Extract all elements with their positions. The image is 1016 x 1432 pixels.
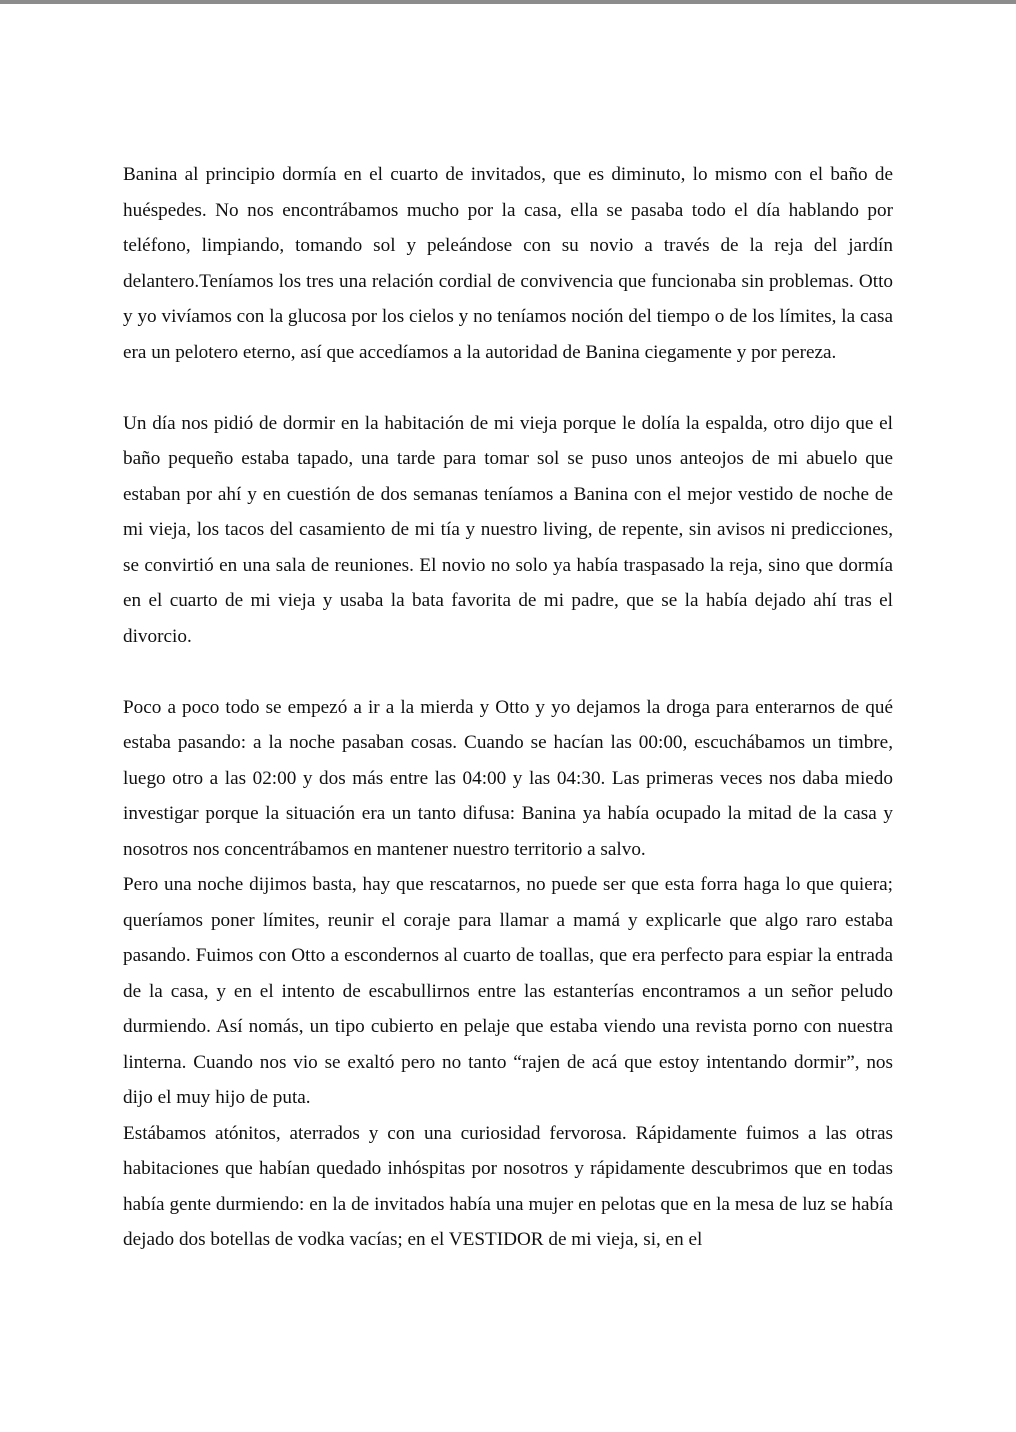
paragraph-5: Estábamos atónitos, aterrados y con una curiosidad fervorosa. Rápidamente fuimos a las otras habitaciones que habían quedado inhóspitas por nosotros y rápidamente descubrimos que en todas había gente durmiendo: en la de invitados había una mujer en pelotas que en la mesa de luz se había dejado dos botellas de vodka vacías; en el VESTIDOR de mi vieja, si, en el xyxy=(123,1122,893,1250)
paragraph-2: Un día nos pidió de dormir en la habitación de mi vieja porque le dolía la espalda, otro dijo que el baño pequeño estaba tapado, una tarde para tomar sol se puso unos anteojos de mi abuelo que estaban por ahí y en cuestión de dos semanas teníamos a Banina con el mejor vestido de noche de mi vieja, los tacos del casamiento de mi tía y nuestro living, de repente, sin avisos ni predicciones, se convirtió en una sala de reuniones. El novio no solo ya había traspasado la reja, sino que dormía en el cuarto de mi vieja y usaba la bata favorita de mi padre, que se la había dejado ahí tras el divorcio. xyxy=(123,412,893,647)
top-border xyxy=(0,0,1016,4)
paragraph-3: Poco a poco todo se empezó a ir a la mierda y Otto y yo dejamos la droga para enterarnos de qué estaba pasando: a la noche pasaban cosas. Cuando se hacían las 00:00, escuchábamos un timbre, luego otro a las 02:00 y dos más entre las 04:00 y las 04:30. Las primeras veces nos daba miedo investigar porque la situación era un tanto difusa: Banina ya había ocupado la mitad de la casa y nosotros nos concentrábamos en mantener nuestro territorio a salvo. xyxy=(123,696,893,860)
paragraph-4: Pero una noche dijimos basta, hay que rescatarnos, no puede ser que esta forra haga lo que quiera; queríamos poner límites, reunir el coraje para llamar a mamá y explicarle que algo raro estaba pasando. Fuimos con Otto a escondernos al cuarto de toallas, que era perfecto para espiar la entrada de la casa, y en el intento de escabullirnos entre las estanterías encontramos a un señor peludo durmiendo. Así nomás, un tipo cubierto en pelaje que estaba viendo una revista porno con nuestra linterna. Cuando nos vio se exaltó pero no tanto “rajen de acá que estoy intentando dormir”, nos dijo el muy hijo de puta. xyxy=(123,874,893,1108)
paragraph-1: Banina al principio dormía en el cuarto de invitados, que es diminuto, lo mismo con el baño de huéspedes. No nos encontrábamos mucho por la casa, ella se pasaba todo el día hablando por teléfono, limpiando, tomando sol y peleándose con su novio a través de la reja del jardín delantero.Teníamos los tres una relación cordial de convivencia que funcionaba sin problemas. Otto y yo vivíamos con la glucosa por los cielos y no teníamos noción del tiempo o de los límites, la casa era un pelotero eterno, así que accedíamos a la autoridad de Banina ciegamente y por pereza. xyxy=(123,164,893,363)
document-body xyxy=(123,157,893,1258)
